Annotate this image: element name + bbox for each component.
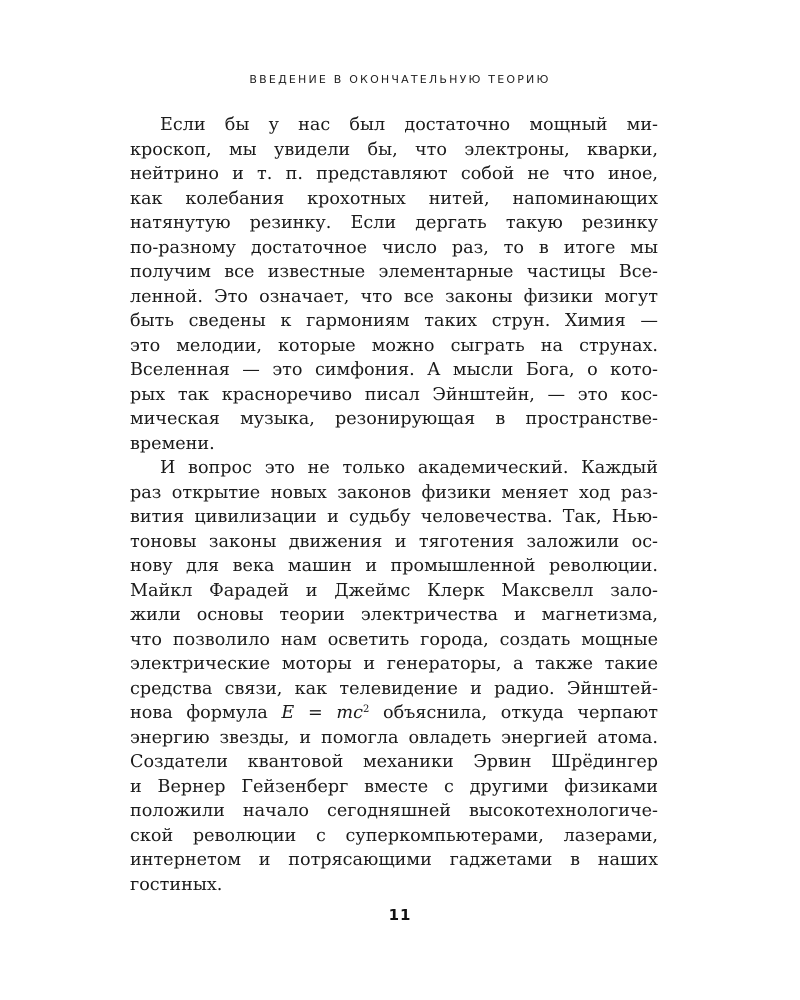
text-line: натянутую резинку. Если дергать такую резинку <box>130 213 658 233</box>
formula-prefix: нова формула <box>130 703 282 723</box>
text-line: электрические моторы и генераторы, а также такие <box>130 654 658 674</box>
paragraph-2 <box>130 456 658 897</box>
text-line: Создатели квантовой механики Эрвин Шрёдингер <box>130 752 658 772</box>
text-line: по-разному достаточное число раз, то в итоге мы <box>130 237 658 258</box>
text-line: интернетом и потрясающими гаджетами в наших <box>130 850 658 870</box>
text-line: ленной. Это означает, что все законы физики могут <box>130 286 658 307</box>
text-line: как колебания крохотных нитей, напоминающих <box>130 188 658 209</box>
text-line: что позволило нам осветить города, создать мощные <box>130 629 658 650</box>
text-line: нейтрино и т. п. представляют собой не что иное, <box>130 164 658 184</box>
text-line: мическая музыка, резонирующая в пространстве- <box>130 409 658 429</box>
formula-variable-mc: mc <box>336 703 363 723</box>
text-line: раз открытие новых законов физики меняет ход раз- <box>130 482 658 503</box>
paragraph-1 <box>130 113 658 456</box>
text-line: средства связи, как телевидение и радио. Эйнштей- <box>130 678 658 699</box>
formula-superscript: 2 <box>362 704 370 715</box>
text-line: быть сведены к гармониям таких струн. Химия — <box>130 311 658 331</box>
running-head: ВВЕДЕНИЕ В ОКОНЧАТЕЛЬНУЮ ТЕОРИЮ <box>249 73 551 86</box>
text-line: И вопрос это не только академический. Каждый <box>160 458 658 478</box>
text-line: гостиных. <box>130 874 223 895</box>
text-line: нову для века машин и промышленной революции. <box>130 556 658 576</box>
text-line: Вселенная — это симфония. А мысли Бога, о кото- <box>130 360 658 380</box>
body-text <box>130 113 658 897</box>
text-line: и Вернер Гейзенберг вместе с другими физиками <box>130 776 658 797</box>
text-line: это мелодии, которые можно сыграть на струнах. <box>130 335 658 356</box>
text-line: ской революции с суперкомпьютерами, лазерами, <box>130 825 658 846</box>
formula-suffix: объяснила, откуда черпают <box>369 703 658 723</box>
text-line: получим все известные элементарные частицы Все- <box>130 262 658 282</box>
text-line: тоновы законы движения и тяготения заложили ос- <box>130 531 658 552</box>
formula-equals: = <box>294 703 337 723</box>
text-line: времени. <box>130 433 215 454</box>
text-line: положили начало сегодняшней высокотехнологиче- <box>130 801 658 821</box>
text-line: Майкл Фарадей и Джеймс Клерк Максвелл зало- <box>130 580 658 601</box>
formula-variable-e: E <box>281 703 295 723</box>
text-line: энергию звезды, и помогла овладеть энергией атома. <box>130 727 658 748</box>
text-line: Если бы у нас был достаточно мощный ми- <box>160 115 658 135</box>
text-line: рых так красноречиво писал Эйнштейн, — это кос- <box>130 384 658 405</box>
text-line: жили основы теории электричества и магнетизма, <box>130 605 658 625</box>
text-line: вития цивилизации и судьбу человечества. Так, Нью- <box>130 507 658 527</box>
page-number: 11 <box>388 906 412 924</box>
text-line: кроскоп, мы увидели бы, что электроны, кварки, <box>130 139 658 160</box>
formula-line <box>130 701 658 726</box>
